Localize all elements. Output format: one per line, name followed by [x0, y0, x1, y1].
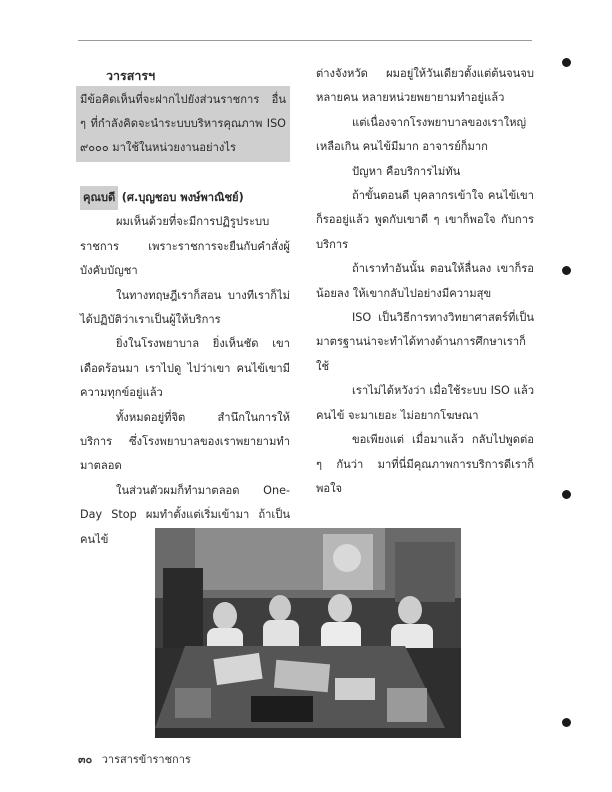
binder-hole — [562, 718, 571, 727]
binder-hole — [562, 266, 571, 275]
paragraph: ในส่วนตัวผมก็ทำมาตลอด One-Day Stop ผมทำตั้งแต่เริ่มเข้ามา ถ้าเป็นคนไข้ — [80, 483, 290, 546]
speaker-line — [80, 186, 290, 210]
section-title: วารสารฯ — [106, 68, 156, 83]
page-number: ๓๐ — [78, 753, 93, 766]
spacer — [80, 162, 290, 186]
binder-hole — [562, 490, 571, 499]
paragraph: ผมเห็นด้วยที่จะมีการปฏิรูประบบราชการ เพราะราชการจะยืนกับคำสั่งผู้บังคับบัญชา — [80, 215, 290, 278]
journal-name: วารสารข้าราชการ — [101, 753, 191, 766]
paragraph: เราไม่ได้หวังว่า เมื่อใช้ระบบ ISO แล้ว คนไข้ จะมาเยอะ ไม่อยากโฆษณา — [316, 384, 534, 422]
paragraph: ทั้งหมดอยู่ที่จิต สำนึกในการให้บริการ ซึ่งโรงพยาบาลของเราพยายามทำมาตลอด — [80, 410, 290, 473]
page-footer — [78, 750, 191, 768]
right-column — [316, 62, 534, 501]
speaker-name: คุณบดี — [80, 186, 118, 210]
paragraph: ขอเพียงแต่ เมื่อมาแล้ว กลับไปพูดต่อ ๆ กันว่า มาที่นี่มีคุณภาพการบริการดีเราก็พอใจ — [316, 433, 534, 495]
left-column — [80, 62, 290, 552]
paragraph: ถ้าขั้นตอนดี บุคลากรเข้าใจ คนไข้เขาก็รออยู่แล้ว พูดกับเขาดี ๆ เขาก็พอใจ กับการบริการ — [316, 189, 534, 251]
paragraph: ปัญหา คือบริการไม่ทัน — [352, 164, 461, 178]
paragraph: ยิ่งในโรงพยาบาล ยิ่งเห็นชัด เขาเดือดร้อนมา เราไปดู ไปว่าเขา คนไข้เขามีความทุกข์อยู่แล้ว — [80, 337, 290, 400]
top-rule — [78, 40, 532, 41]
paragraph: ต่างจังหวัด ผมอยู่ให้วันเดียวตั้งแต่ต้นจนจบ หลายคน หลายหน่วยพยายามทำอยู่แล้ว — [316, 67, 534, 105]
paragraph: ISO เป็นวิธีการทางวิทยาศาสตร์ที่เป็นมาตรฐานน่าจะทำได้ทางด้านการศึกษาเราก็ใช้ — [316, 311, 534, 373]
nurses-meeting-photo — [155, 528, 461, 738]
paragraph: ถ้าเราทำอันนั้น ตอนให้ลื่นลง เขาก็รอน้อยลง ให้เขากลับไปอย่างมีความสุข — [316, 262, 534, 300]
intro-question: มีข้อคิดเห็นที่จะฝากไปยังส่วนราชการ อื่น ๆ ที่กำลังคิดจะนำระบบบริหารคุณภาพ ISO ๙๐๐๐ มาใช้ในหน่วยงานอย่างไร — [76, 86, 290, 162]
paragraph: ในทางทฤษฎีเราก็สอน บางทีเราก็ไม่ได้ปฏิบัติว่าเราเป็นผู้ให้บริการ — [80, 288, 290, 327]
binder-hole — [562, 58, 571, 67]
paragraph: แต่เนื่องจากโรงพยาบาลของเราใหญ่เหลือเกิน คนไข้มีมาก อาจารย์ก็มาก — [316, 115, 526, 154]
speaker-role: (ศ.บุญชอบ พงษ์พาณิชย์) — [121, 191, 244, 204]
